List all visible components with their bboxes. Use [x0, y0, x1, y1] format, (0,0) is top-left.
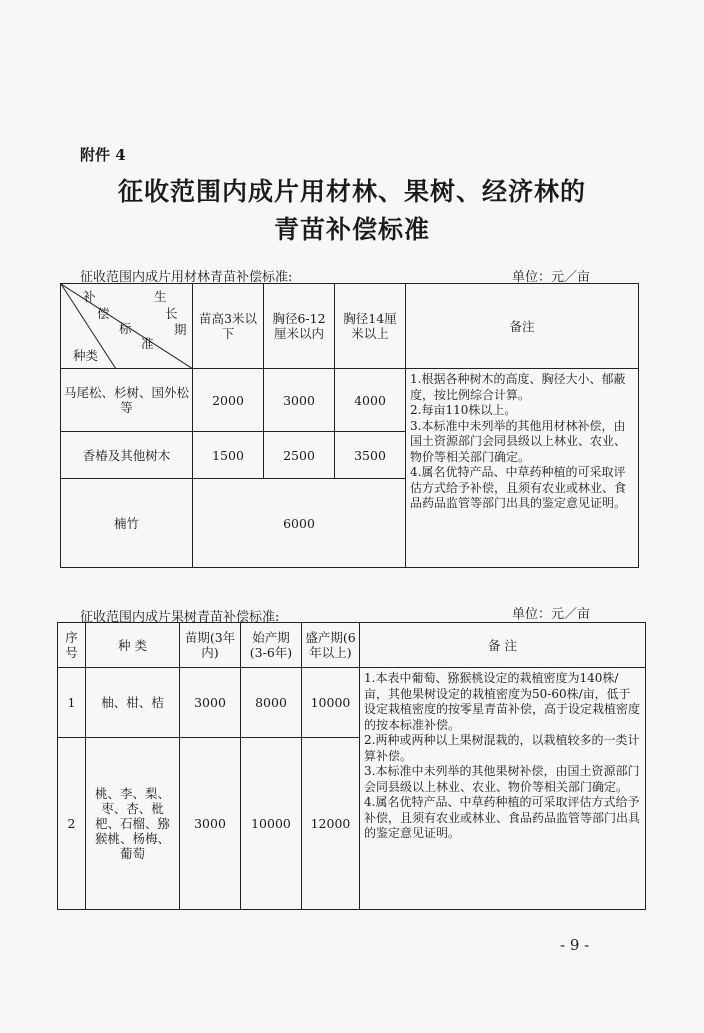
note-item: 2.两种或两种以上果树混栽的，以栽植较多的一类计算补偿。: [364, 733, 640, 763]
table1-caption: 征收范围内成片用材林青苗补偿标准:: [80, 270, 293, 285]
table-header-row: [61, 284, 639, 369]
note-item: 2.每亩110株以上。: [410, 403, 517, 417]
species-cell: 香椿及其他树木: [61, 432, 193, 479]
table-header-row: [58, 623, 646, 668]
value-cell: 2500: [264, 432, 335, 479]
corner-char: 长: [165, 306, 178, 321]
table-row: [61, 369, 639, 432]
corner-char: 生: [154, 289, 167, 304]
value-cell: 12000: [302, 738, 360, 910]
value-cell: 3000: [180, 668, 241, 738]
value-cell: 3500: [335, 432, 406, 479]
note-item: 1.根据各种树木的高度、胸径大小、郁蔽度，按比例综合计算。: [410, 372, 626, 402]
species-cell: 桃、李、梨、枣、杏、枇杷、石榴、猕猴桃、杨梅、葡萄: [86, 738, 180, 910]
table-row: [58, 668, 646, 738]
note-item: 3.本标准中未列举的其他用材林补偿，由国土资源部门会同县级以上林业、农业、物价等相关部门确定。: [410, 418, 627, 464]
value-cell: 2000: [193, 369, 264, 432]
corner-char: 期: [174, 322, 187, 337]
column-header: 始产期(3-6年): [241, 623, 302, 668]
column-header: 苗高3米以下: [193, 284, 264, 369]
notes-cell: [406, 369, 639, 568]
value-cell: 10000: [241, 738, 302, 910]
document-title: 征收范围内成片用材林、果树、经济林的: [117, 177, 586, 206]
column-header: 苗期(3年内): [180, 623, 241, 668]
value-cell: 3000: [264, 369, 335, 432]
merged-value-cell: 6000: [193, 479, 406, 568]
column-header: 种 类: [86, 623, 180, 668]
note-item: 1.本表中葡萄、猕猴桃设定的栽植密度为140株/亩，其他果树设定的栽植密度为50-60株/亩，低于设定栽植密度的按零星青苗补偿，高于设定栽植密度的按本标准补偿。: [364, 671, 641, 732]
value-cell: 8000: [241, 668, 302, 738]
row-number-cell: 2: [58, 738, 86, 910]
notes-cell: [360, 668, 646, 910]
note-item: 4.属名优特产品、中草药种植的可采取评估方式给予补偿，且须有农业或林业、食品药品监管等部门出具的鉴定意见证明。: [364, 795, 641, 840]
value-cell: 4000: [335, 369, 406, 432]
species-cell: 柚、柑、桔: [86, 668, 180, 738]
column-header: 备 注: [360, 623, 646, 668]
corner-char: 标: [119, 321, 132, 336]
annex-label: 附件 4: [80, 146, 126, 164]
document-title-line2: 青苗补偿标准: [273, 215, 430, 244]
column-header: 胸径14厘米以上: [335, 284, 406, 369]
column-header: 备注: [406, 284, 639, 369]
species-cell: 马尾松、杉树、国外松等: [61, 369, 193, 432]
table-fruit-trees: [57, 622, 646, 910]
column-header: 盛产期(6年以上): [302, 623, 360, 668]
value-cell: 3000: [180, 738, 241, 910]
column-header: 序号: [58, 623, 86, 668]
row-number-cell: 1: [58, 668, 86, 738]
corner-header-cell: [61, 284, 193, 369]
corner-char: 偿: [97, 306, 110, 321]
species-cell: 楠竹: [61, 479, 193, 568]
note-item: 3.本标准中未列举的其他果树补偿，由国土资源部门会同县级以上林业、农业、物价等相关部门确定。: [364, 764, 640, 794]
page-number: - 9 -: [560, 936, 590, 954]
note-item: 4.属名优特产品、中草药种植的可采取评估方式给予补偿，且须有农业或林业、食品药品监管等部门出具的鉴定意见证明。: [410, 465, 627, 510]
corner-char: 准: [141, 336, 154, 351]
table2-caption: 征收范围内成片果树青苗补偿标准:: [80, 610, 280, 625]
table2-unit: 单位：元／亩: [512, 607, 591, 622]
value-cell: 10000: [302, 668, 360, 738]
value-cell: 1500: [193, 432, 264, 479]
corner-label-species: 种类: [73, 348, 99, 363]
table1-unit: 单位：元／亩: [512, 270, 591, 285]
column-header: 胸径6-12厘米以内: [264, 284, 335, 369]
table-timber: [60, 283, 639, 568]
corner-char: 补: [83, 289, 96, 304]
